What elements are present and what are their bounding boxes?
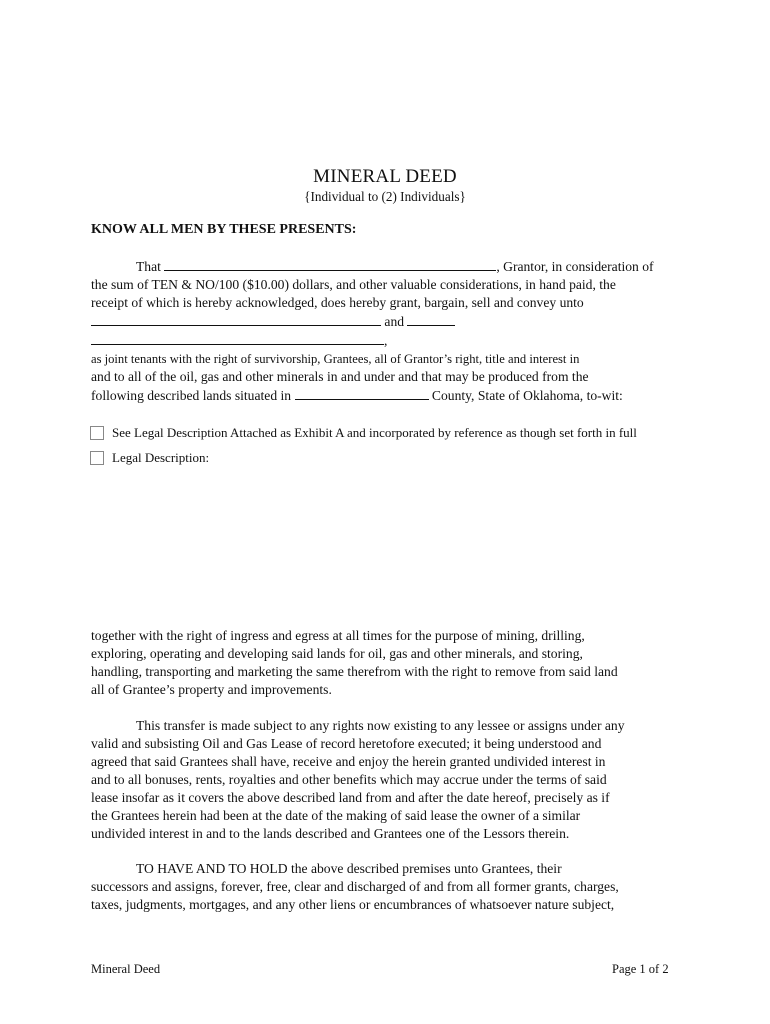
- together-line: all of Grantee’s property and improvements.: [91, 682, 332, 697]
- habendum-paragraph: [91, 860, 681, 914]
- grantor-name-field[interactable]: [164, 257, 496, 271]
- exhibit-label: See Legal Description Attached as Exhibit A and incorporated by reference as though set forth in full: [112, 425, 637, 440]
- habendum-line: TO HAVE AND TO HOLD the above described premises unto Grantees, their: [136, 861, 562, 876]
- grant-line-3: receipt of which is hereby acknowledged, does hereby grant, bargain, sell and convey unto: [91, 295, 584, 310]
- grant-line-7: and to all of the oil, gas and other minerals in and under and that may be produced from the: [91, 369, 589, 384]
- document-title: MINERAL DEED: [313, 166, 457, 187]
- legal-description-label: Legal Description:: [112, 450, 210, 465]
- legal-description-option: [90, 450, 209, 466]
- grantee-2-name-field-start[interactable]: [407, 312, 455, 326]
- transfer-line: undivided interest in and to the lands described and Grantees one of the Lessors therein.: [91, 826, 570, 841]
- grant-paragraph: [91, 257, 681, 405]
- transfer-paragraph: [91, 717, 681, 843]
- footer-page-number: Page 1 of 2: [612, 962, 669, 976]
- together-line: exploring, operating and developing said lands for oil, gas and other minerals, and storing,: [91, 646, 583, 661]
- grant-line-2: the sum of TEN & NO/100 ($10.00) dollars, and other valuable considerations, in hand paid, the: [91, 277, 616, 292]
- exhibit-checkbox[interactable]: [90, 426, 104, 440]
- legal-description-checkbox[interactable]: [90, 451, 104, 465]
- county-field[interactable]: [295, 386, 429, 400]
- grant-line-6: as joint tenants with the right of survivorship, Grantees, all of Grantor’s right, title and interest in: [91, 352, 580, 366]
- grant-line-4: and: [91, 312, 681, 331]
- grant-line-5: ,: [91, 331, 681, 350]
- habendum-line: taxes, judgments, mortgages, and any other liens or encumbrances of whatsoever nature subject,: [91, 897, 615, 912]
- footer-document-name: Mineral Deed: [91, 962, 161, 976]
- transfer-line: valid and subsisting Oil and Gas Lease of record heretofore executed; it being understood and: [91, 736, 602, 751]
- section-heading: KNOW ALL MEN BY THESE PRESENTS:: [91, 222, 357, 237]
- grant-line-1: That , Grantor, in consideration of: [136, 259, 654, 274]
- habendum-line: successors and assigns, forever, free, clear and discharged of and from all former grants, charges,: [91, 879, 619, 894]
- transfer-line: lease insofar as it covers the above described land from and after the date hereof, precisely as if: [91, 790, 610, 805]
- together-line: together with the right of ingress and egress at all times for the purpose of mining, drilling,: [91, 628, 585, 643]
- grantee-2-name-field[interactable]: [91, 331, 384, 345]
- together-line: handling, transporting and marketing the same therefrom with the right to remove from said land: [91, 664, 618, 679]
- exhibit-option: [90, 425, 637, 441]
- transfer-line: This transfer is made subject to any rights now existing to any lessee or assigns under any: [136, 718, 625, 733]
- transfer-line: the Grantees herein had been at the date of the making of said lease the owner of a similar: [91, 808, 581, 823]
- together-paragraph: [91, 627, 681, 699]
- transfer-line: and to all bonuses, rents, royalties and other benefits which may accrue under the terms of said: [91, 772, 607, 787]
- grant-line-8: following described lands situated in County, State of Oklahoma, to-wit:: [91, 388, 623, 403]
- document-subtitle: {Individual to (2) Individuals}: [304, 189, 466, 204]
- transfer-line: agreed that said Grantees shall have, receive and enjoy the herein granted undivided interest in: [91, 754, 606, 769]
- grantee-1-name-field[interactable]: [91, 312, 381, 326]
